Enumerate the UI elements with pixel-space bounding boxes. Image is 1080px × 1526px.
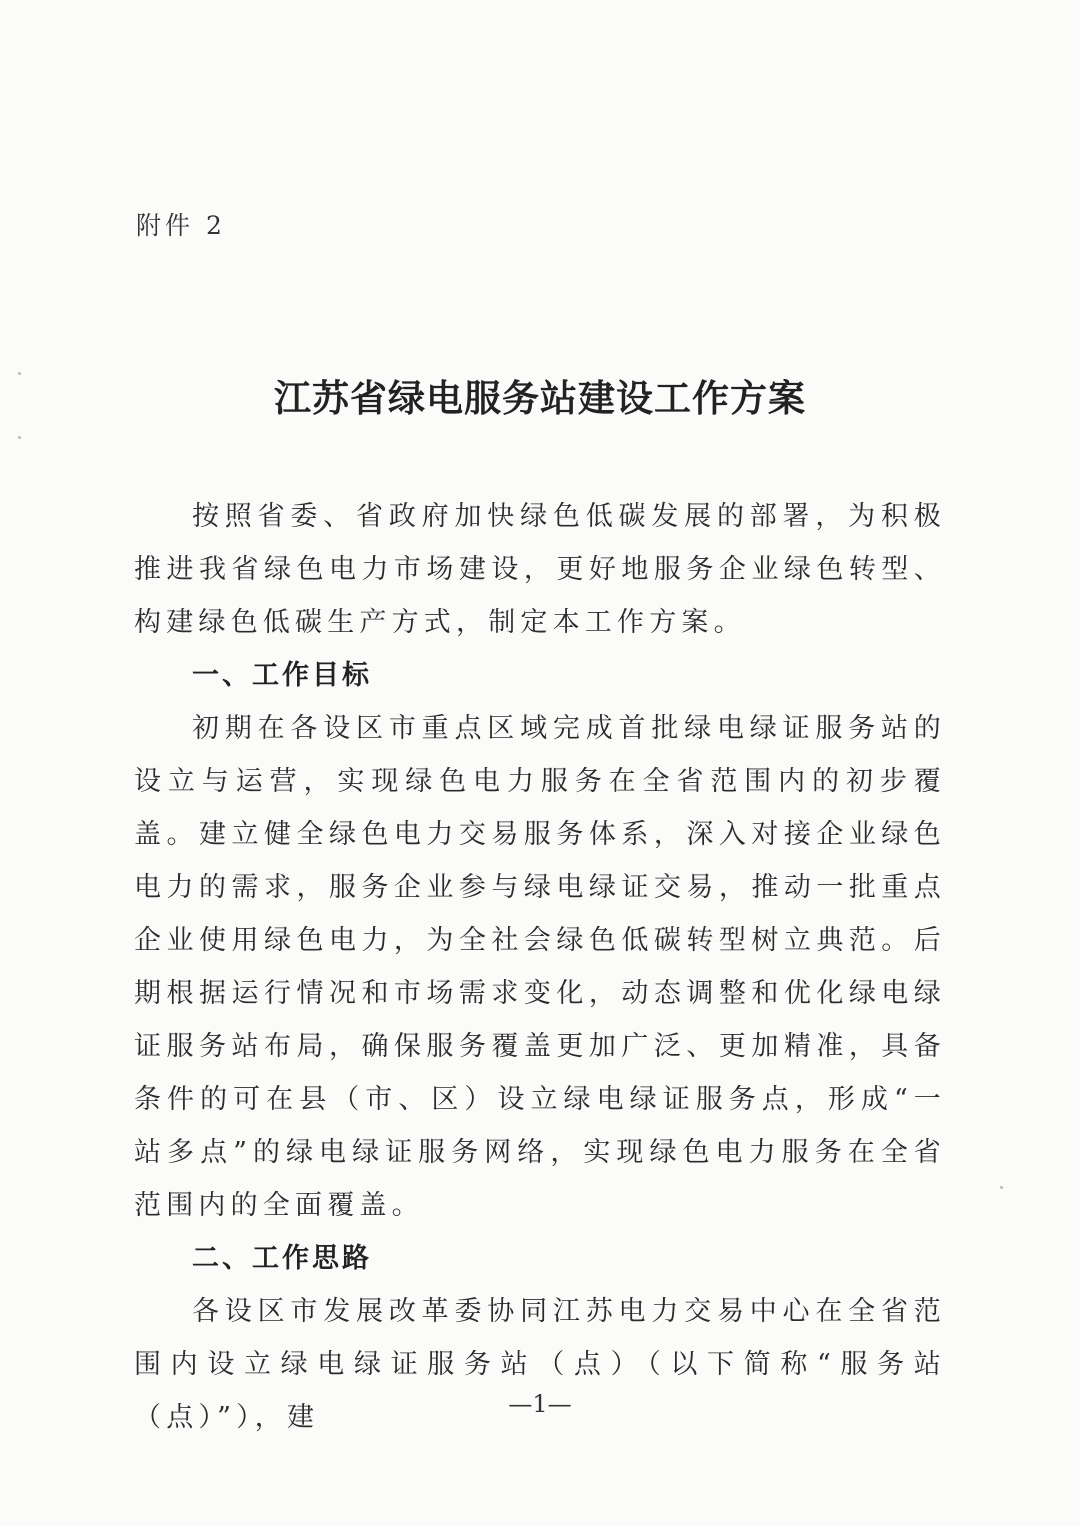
document-title: 江苏省绿电服务站建设工作方案 [274, 376, 806, 420]
document-body [134, 490, 946, 1444]
section-paragraph-goals: 初期在各设区市重点区域完成首批绿电绿证服务站的设立与运营，实现绿色电力服务在全省范围内的初步覆盖。建立健全绿色电力交易服务体系，深入对接企业绿色电力的需求，服务企业参与绿电绿证交易，推动一批重点企业使用绿色电力，为全社会绿色低碳转型树立典范。后期根据运行情况和市场需求变化，动态调整和优化绿电绿证服务站布局，确保服务覆盖更加广泛、更加精准，具备条件的可在县（市、区）设立绿电绿证服务点，形成“一站多点”的绿电绿证服务网络，实现绿色电力服务在全省范围内的全面覆盖。 [134, 713, 946, 1221]
scan-speck [18, 436, 21, 439]
section-heading-approach: 二、工作思路 [192, 1243, 372, 1274]
section-heading-goals: 一、工作目标 [192, 660, 372, 691]
page-number: —1— [508, 1390, 572, 1418]
attachment-label: 附件 2 [136, 211, 226, 240]
scan-speck [1000, 1186, 1003, 1189]
section-paragraph-approach: 各设区市发展改革委协同江苏电力交易中心在全省范围内设立绿电绿证服务站（点）（以下简称“服务站（点）”），建 [134, 1296, 946, 1433]
intro-paragraph: 按照省委、省政府加快绿色低碳发展的部署，为积极推进我省绿色电力市场建设，更好地服务企业绿色转型、构建绿色低碳生产方式，制定本工作方案。 [134, 501, 946, 638]
